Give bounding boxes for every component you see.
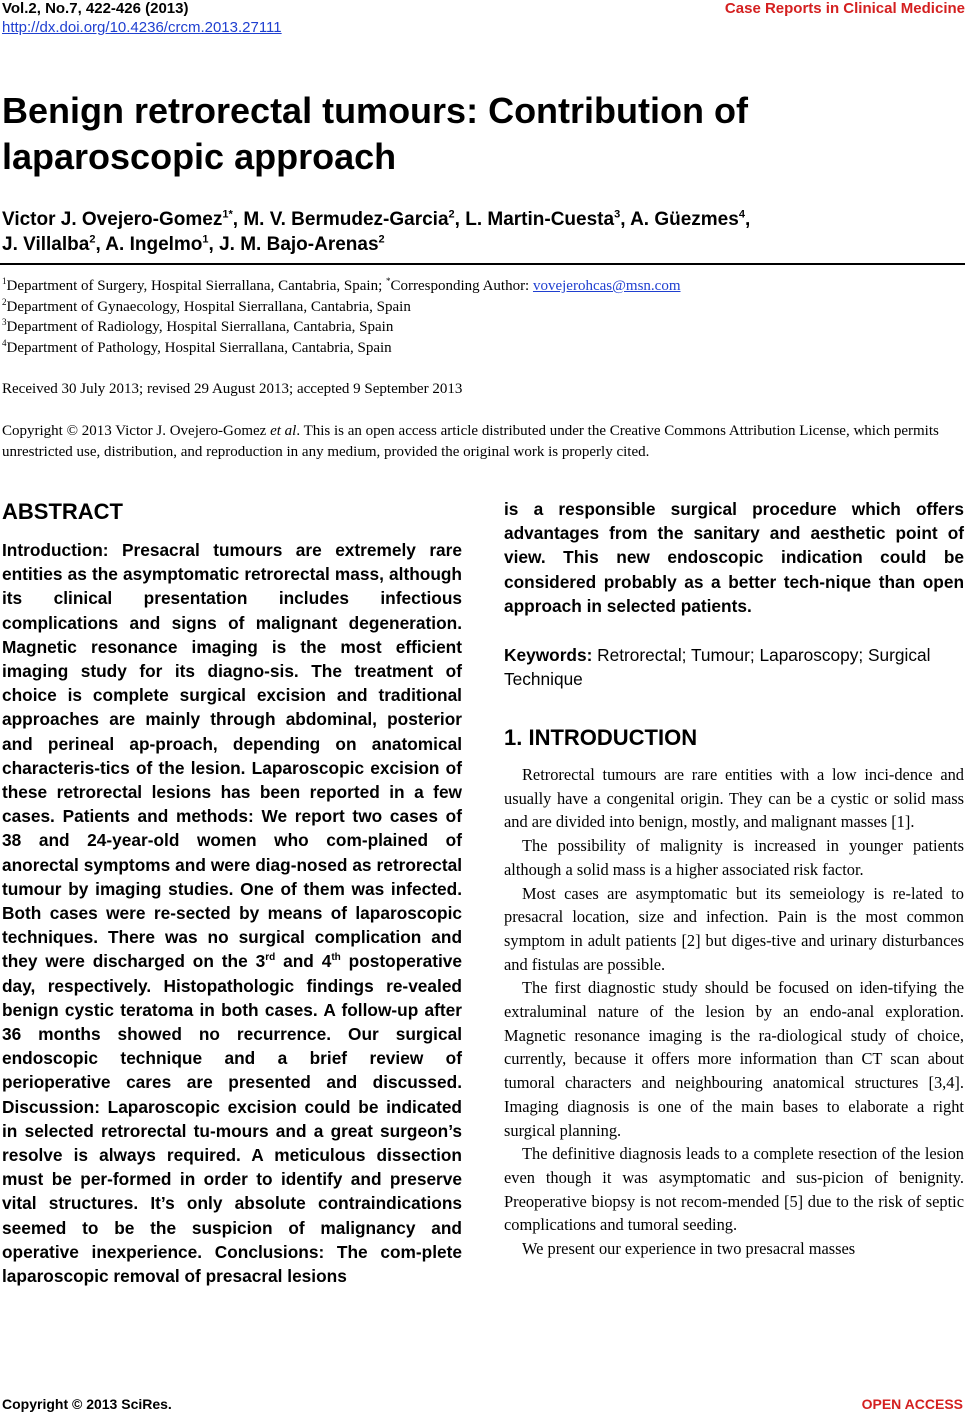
doi-link[interactable]: http://dx.doi.org/10.4236/crcm.2013.27111 (2, 19, 282, 36)
author-affiliation-mark: 1* (222, 208, 233, 221)
footer-open-access: OPEN ACCESS (861, 1396, 963, 1412)
affiliation-line (2, 338, 962, 359)
affiliation-line (2, 317, 962, 338)
affiliation-number: 1 (2, 276, 7, 286)
author-separator: , (454, 209, 466, 230)
header-divider (0, 263, 965, 265)
introduction-heading: 1. INTRODUCTION (504, 725, 698, 750)
affiliations (2, 276, 962, 358)
author-separator: , (208, 234, 220, 255)
abstract-text: Introduction: Presacral tumours are extremely rare entities as the asymptomatic retrorectal mass, although its clinical presentation includes infectious complications and signs of malignant degeneration. Magnetic resonance imaging is the most efficient imaging study for its diagno-sis. The treatment of choice is complete surgical excision and traditional approaches are mainly through abdominal, posterior and perineal ap-proach, depending on anatomical characteris-tics of the lesion. Laparoscopic excision of these retrorectal lesions has been reported in a few cases. Patients and methods: We report two cases of 38 and 24-year-old women who com-plained of anorectal symptoms and were diag-nosed as retrorectal tumour by imaging studies. One of them was infected. Both cases were re-sected by means of laparoscopic techniques. There was no surgical complication and they were discharged on the 3 (2, 540, 462, 972)
corresponding-mark: * (385, 276, 391, 286)
introduction-body (504, 763, 964, 1261)
author-affiliation-mark: 2 (448, 208, 455, 221)
author-affiliation-mark: 1 (202, 233, 209, 246)
paragraph: The possibility of malignity is increased in younger patients although a solid mass is a higher associated risk factor. (504, 836, 964, 879)
keywords-text: Retrorectal; Tumour; Laparoscopy; Surgical Technique (504, 645, 931, 690)
keywords (504, 643, 964, 691)
author-separator: , (232, 209, 244, 230)
author-list (2, 207, 962, 257)
footer-copyright: Copyright © 2013 SciRes. (2, 1396, 172, 1412)
author-affiliation-mark: 2 (378, 233, 385, 246)
author-separator: , (620, 209, 631, 230)
author-separator: , (744, 209, 751, 230)
author-affiliation-mark: 3 (614, 208, 621, 221)
author-name: M. V. Bermudez-Garcia (243, 209, 449, 230)
affiliation-text: Department of Pathology, Hospital Sierrallana, Cantabria, Spain (6, 339, 392, 356)
corresponding-label: Corresponding Author: (390, 278, 533, 294)
article-title: Benign retrorectal tumours: Contribution of laparoscopic approach (2, 90, 748, 177)
affiliation-text: Department of Surgery, Hospital Sierrallana, Cantabria, Spain; (6, 278, 386, 294)
abstract-heading: ABSTRACT (2, 499, 123, 524)
corresponding-email-link[interactable]: vovejerohcas@msn.com (532, 278, 681, 294)
copyright-prefix: Copyright © 2013 Victor J. Ovejero-Gomez (2, 423, 271, 439)
affiliation-number: 2 (2, 296, 7, 307)
abstract-text: postoperative day, respectively. Histopathologic findings re-vealed benign cystic teratoma in both cases. A follow-up after 36 months showed no recurrence. Our surgical endoscopic technique and a brief review of perioperative cares are presented and discussed. Discussion: Laparoscopic excision could be indicated in selected retrorectal tu-mours and a great surgeon’s resolve is always required. A meticulous dissection must be per-formed in order to identify and preserve vital structures. It’s only absolute contraindications seemed to be the suspicion of malignancy and operative inexperience. Conclusions: The com-plete laparoscopic removal of presacral lesions (2, 951, 463, 1287)
affiliation-text: Department of Radiology, Hospital Sierrallana, Cantabria, Spain (6, 319, 394, 335)
journal-volume-info: Vol.2, No.7, 422-426 (2013) (2, 0, 189, 17)
affiliation-line (2, 276, 962, 297)
author-affiliation-mark: 4 (738, 208, 745, 221)
paragraph: Most cases are asymptomatic but its semeiology is re-lated to presacral location, size and infection. Pain is the most common symptom in adult patients [2] but diges-tive and urinary disturbances and fistulas are possible. (504, 883, 964, 974)
ordinal-suffix: rd (265, 952, 276, 964)
copyright-notice (2, 421, 964, 462)
author-name: L. Martin-Cuesta (465, 209, 615, 230)
paragraph: The first diagnostic study should be focused on iden-tifying the extraluminal nature of the lesion by an endo-anal exploration. Magnetic resonance imaging is the ra-diological study of choice, currently, because it offers more information than CT scan about tumoral characters and neighbouring anatomical structures [3,4]. Imaging diagnosis is one of the main bases to elaborate a right surgical planning. (504, 978, 964, 1140)
copyright-suffix: . This is an open access article distributed under the Creative Commons Attribution License, which permits unrestricted use, distribution, and reproduction in any medium, provided the original work is properly cited. (2, 423, 939, 460)
author-affiliation-mark: 2 (89, 233, 96, 246)
affiliation-number: 4 (2, 337, 7, 348)
received-dates: Received 30 July 2013; revised 29 August 2013; accepted 9 September 2013 (2, 381, 463, 397)
journal-name: Case Reports in Clinical Medicine (724, 0, 965, 17)
copyright-etal: et al (270, 423, 297, 439)
author-separator: , (95, 234, 106, 255)
author-name: Victor J. Ovejero-Gomez (2, 209, 223, 230)
keywords-label: Keywords: (504, 645, 593, 665)
paragraph: The definitive diagnosis leads to a complete resection of the lesion even though it was asymptomatic and sus-picion of benignity. Preoperative biopsy is not recom-mended [5] due to the risk of septic complications and tumoral seeding. (504, 1144, 964, 1235)
abstract-text-column-1 (2, 538, 462, 1288)
author-name: A. Güezmes (630, 209, 739, 230)
affiliation-number: 3 (2, 317, 7, 327)
affiliation-line (2, 297, 962, 318)
author-name: J. Villalba (2, 234, 90, 255)
paragraph: Retrorectal tumours are rare entities with a low inci-dence and usually have a congenital origin. They can be a cystic or solid mass and are divided into benign, mostly, and malignant masses [1]. (504, 765, 964, 832)
abstract-text-column-2: is a responsible surgical procedure which offers advantages from the sanitary and aesthetic point of view. This new endoscopic indication could be considered probably as a better tech-nique than open approach in selected patients. (504, 499, 964, 616)
affiliation-text: Department of Gynaecology, Hospital Sierrallana, Cantabria, Spain (6, 298, 411, 315)
author-name: A. Ingelmo (105, 234, 203, 255)
author-name: J. M. Bajo-Arenas (219, 234, 379, 255)
ordinal-suffix: th (331, 952, 341, 964)
abstract-text: and 4 (275, 951, 332, 972)
paragraph: We present our experience in two presacral masses (522, 1239, 856, 1259)
